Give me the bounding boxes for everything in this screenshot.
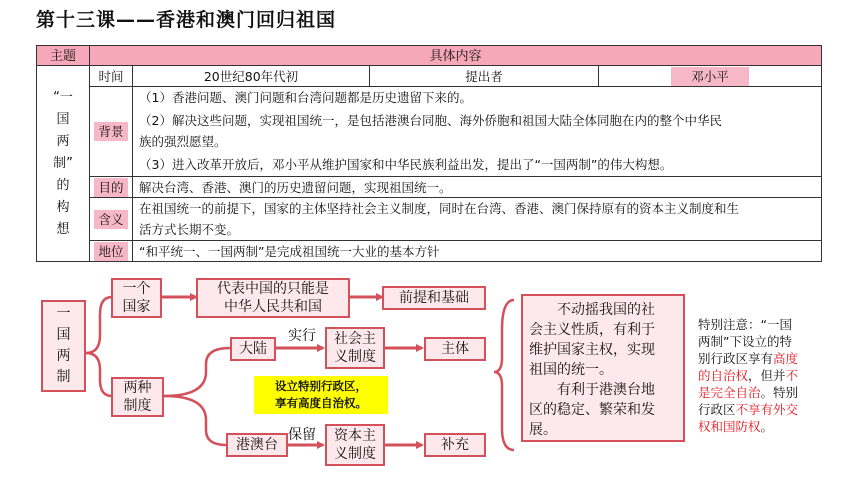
- capitalist-line2: 义制度: [334, 446, 376, 462]
- topic-char: 两: [56, 134, 70, 149]
- capitalist-box: [325, 424, 385, 466]
- note-emphasis: 权和国防权: [698, 419, 761, 434]
- page-title: 第十三课——香港和澳门回归祖国: [36, 9, 337, 31]
- significance-line: 有利于港澳台地: [557, 382, 655, 398]
- root-char: 一: [56, 306, 71, 322]
- background-line: （1）香港问题、澳门问题和台湾问题都是历史遗留下来的。: [139, 90, 472, 105]
- premise-box: 前提和基础: [382, 286, 486, 310]
- proposer-label: 提出者: [369, 65, 599, 87]
- status-label: 地位: [94, 242, 127, 261]
- header-content: 具体内容: [89, 45, 822, 66]
- implement-label: 实行: [288, 328, 316, 344]
- note-line: [698, 384, 828, 401]
- socialist-line1: 社会主: [334, 331, 376, 347]
- time-value: 20世纪80年代初: [132, 65, 370, 87]
- note-emphasis: 高度: [773, 351, 799, 366]
- proposer-value: 邓小平: [671, 67, 749, 86]
- note-line: [698, 418, 828, 435]
- note-line: [698, 350, 828, 367]
- special-note: [698, 316, 828, 435]
- root-char: 两: [56, 348, 71, 364]
- note-line: [698, 401, 828, 418]
- note-emphasis: 不享有外交: [735, 402, 799, 417]
- one-country-line2: 国家: [122, 299, 151, 315]
- significance-line: 维护国家主权，实现: [529, 342, 655, 358]
- purpose-text: 解决台湾、香港、澳门的历史遗留问题，实现祖国统一。: [132, 176, 822, 198]
- hmt-box: 港澳台: [226, 433, 288, 457]
- topic-char: 想: [56, 222, 70, 237]
- significance-brace: [494, 300, 514, 450]
- mainland-box: 大陆: [230, 337, 276, 361]
- brace-lower: [86, 353, 112, 396]
- brace-upper: [86, 297, 112, 353]
- note-text: 特别注意：“一国: [698, 317, 792, 332]
- significance-box: [521, 294, 685, 442]
- brace-mainland: [164, 348, 230, 396]
- note-line: [698, 367, 828, 384]
- significance-line: 祖国的统一。: [529, 362, 613, 378]
- one-country-line1: 一个: [122, 281, 151, 297]
- note-text: 两制”下设立的特: [698, 334, 792, 349]
- topic-char: 构: [56, 200, 70, 215]
- one-country-box: [111, 278, 162, 318]
- topic-char: 的: [56, 178, 70, 193]
- meaning-line: 活方式长期不变。: [139, 222, 240, 237]
- represent-box: [196, 278, 350, 318]
- two-systems-box: [111, 377, 164, 417]
- significance-line: 区的稳定、繁荣和发: [529, 402, 655, 418]
- topic-char: 国: [56, 112, 70, 127]
- meaning-line: 在祖国统一的前提下，国家的主体坚持社会主义制度，同时在台湾、香港、澳门保持原有的资本主义制度和生: [139, 201, 740, 216]
- callout-box: [254, 376, 388, 414]
- note-line: [698, 333, 828, 350]
- represent-line1: 代表中国的只能是: [217, 281, 329, 297]
- note-text: 。: [760, 419, 774, 434]
- socialist-line2: 义制度: [334, 349, 376, 365]
- time-label: 时间: [89, 65, 133, 87]
- retain-label: 保留: [288, 427, 316, 443]
- significance-line: 会主义性质，有利于: [529, 322, 655, 338]
- note-text: ，但并: [748, 368, 786, 383]
- note-emphasis: 是完全自治: [698, 385, 761, 400]
- header-topic: 主题: [36, 45, 90, 66]
- supplement-box: 补充: [424, 433, 486, 457]
- callout-line1: 设立特别行政区，: [275, 379, 367, 393]
- two-systems-line1: 两种: [123, 380, 152, 396]
- represent-line2: 中华人民共和国: [224, 299, 322, 315]
- note-text: 。特别: [760, 385, 799, 400]
- purpose-label: 目的: [94, 178, 127, 197]
- topic-char: “一: [53, 90, 73, 105]
- root-char: 国: [56, 327, 71, 343]
- note-text: 别行政区享有: [698, 351, 774, 366]
- callout-line2: 享有高度自治权。: [275, 396, 367, 410]
- status-text: “和平统一、一国两制”是完成祖国统一大业的基本方针: [132, 240, 822, 262]
- significance-line: 不动摇我国的社: [557, 302, 655, 318]
- topic-char: 制”: [53, 156, 73, 171]
- note-emphasis: 的自治权: [698, 368, 749, 383]
- main-body-box: 主体: [424, 337, 486, 361]
- background-line: （3）进入改革开放后，邓小平从维护国家和中华民族利益出发，提出了“一国两制”的伟大构想。: [139, 157, 673, 172]
- note-line: [698, 316, 828, 333]
- significance-line: 展。: [529, 422, 557, 438]
- background-line: 族的强烈愿望。: [139, 134, 227, 149]
- note-emphasis: 不: [785, 368, 799, 383]
- root-box: [41, 300, 86, 392]
- background-label: 背景: [94, 122, 127, 141]
- socialist-box: [325, 327, 385, 369]
- meaning-label: 含义: [94, 210, 127, 229]
- root-char: 制: [56, 369, 71, 385]
- capitalist-line1: 资本主: [334, 428, 376, 444]
- note-text: 行政区: [698, 402, 736, 417]
- brace-hmt: [164, 396, 226, 445]
- background-line: （2）解决这些问题，实现祖国统一，是包括港澳台同胞、海外侨胞和祖国大陆全体同胞在内的整个中华民: [139, 113, 722, 128]
- two-systems-line2: 制度: [123, 398, 152, 414]
